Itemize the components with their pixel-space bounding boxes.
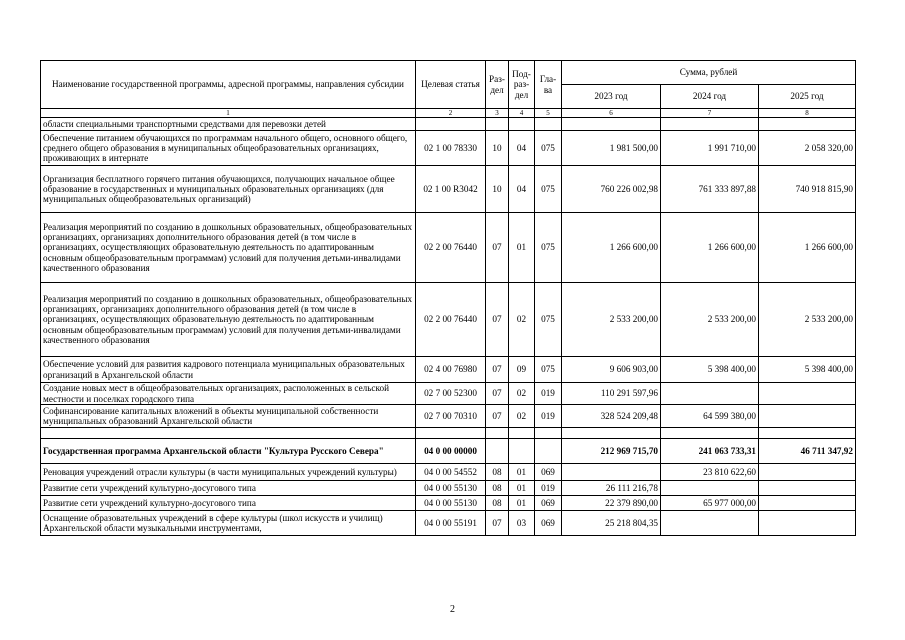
column-number: 3 — [486, 109, 509, 118]
row-section — [486, 439, 509, 464]
row-sum-2024: 64 599 380,00 — [661, 405, 759, 428]
row-sum-2023: 9 606 903,00 — [562, 357, 661, 383]
row-name: Софинансирование капитальных вложений в объекты муниципальной собственности муниципальных образований Архангельской области — [41, 405, 416, 428]
row-sum-2024: 65 977 000,00 — [661, 496, 759, 511]
row-sum-2025: 5 398 400,00 — [759, 357, 856, 383]
column-number: 8 — [759, 109, 856, 118]
row-target: 02 7 00 70310 — [416, 405, 486, 428]
table-row — [41, 131, 856, 166]
table-row — [41, 283, 856, 357]
row-sum-2025 — [759, 464, 856, 481]
header-year-2025: 2025 год — [759, 85, 856, 109]
row-sum-2024: 23 810 622,60 — [661, 464, 759, 481]
row-subsection — [509, 118, 535, 131]
row-section: 07 — [486, 357, 509, 383]
row-target: 02 7 00 52300 — [416, 383, 486, 405]
row-subsection: 02 — [509, 283, 535, 357]
row-sum-2023: 26 111 216,78 — [562, 481, 661, 496]
row-target — [416, 428, 486, 439]
row-chapter: 075 — [535, 357, 562, 383]
column-number: 4 — [509, 109, 535, 118]
row-target: 04 0 00 55130 — [416, 496, 486, 511]
row-subsection: 04 — [509, 166, 535, 213]
row-sum-2025 — [759, 481, 856, 496]
row-sum-2023: 1 266 600,00 — [562, 213, 661, 283]
row-chapter: 075 — [535, 166, 562, 213]
table-row — [41, 464, 856, 481]
row-sum-2024: 241 063 733,31 — [661, 439, 759, 464]
row-name: Государственная программа Архангельской области "Культура Русского Севера" — [41, 439, 416, 464]
row-sum-2024 — [661, 511, 759, 536]
row-section: 08 — [486, 481, 509, 496]
row-sum-2025: 1 266 600,00 — [759, 213, 856, 283]
row-section: 07 — [486, 213, 509, 283]
row-subsection: 01 — [509, 496, 535, 511]
row-target: 02 1 00 78330 — [416, 131, 486, 166]
table-row — [41, 511, 856, 536]
row-subsection: 02 — [509, 383, 535, 405]
row-target: 04 0 00 54552 — [416, 464, 486, 481]
row-sum-2023: 25 218 804,35 — [562, 511, 661, 536]
row-name: Развитие сети учреждений культурно-досугового типа — [41, 496, 416, 511]
header-row — [41, 61, 856, 85]
row-sum-2025 — [759, 118, 856, 131]
row-sum-2024: 761 333 897,88 — [661, 166, 759, 213]
row-subsection: 09 — [509, 357, 535, 383]
row-chapter: 075 — [535, 131, 562, 166]
row-chapter — [535, 439, 562, 464]
column-number-row — [41, 109, 856, 118]
row-section: 08 — [486, 496, 509, 511]
row-sum-2023: 110 291 597,96 — [562, 383, 661, 405]
row-section: 10 — [486, 166, 509, 213]
row-sum-2023: 212 969 715,70 — [562, 439, 661, 464]
row-chapter: 075 — [535, 283, 562, 357]
row-chapter: 069 — [535, 496, 562, 511]
header-chapter: Гла-ва — [535, 61, 562, 109]
row-name: Реновация учреждений отрасли культуры (в части муниципальных учреждений культуры) — [41, 464, 416, 481]
budget-table — [40, 60, 856, 536]
row-section — [486, 428, 509, 439]
row-sum-2025 — [759, 511, 856, 536]
row-name: Обеспечение питанием обучающихся по программам начального общего, основного общего, среднего общего образования в муниципальных общеобразовательных организациях, проживающих в интернате — [41, 131, 416, 166]
row-sum-2025 — [759, 496, 856, 511]
table-row — [41, 496, 856, 511]
row-subsection — [509, 439, 535, 464]
row-sum-2023: 22 379 890,00 — [562, 496, 661, 511]
row-sum-2024: 1 991 710,00 — [661, 131, 759, 166]
table-row — [41, 118, 856, 131]
row-section: 10 — [486, 131, 509, 166]
row-sum-2025: 46 711 347,92 — [759, 439, 856, 464]
row-name: Реализация мероприятий по созданию в дошкольных образовательных, общеобразовательных организациях, организациях дополнительного образования детей (в том числе в организациях, осуществляющих образовательную деятельность по адаптированным основным общеобразовательным программам) условий для получения детьми-инвалидами качественного образования — [41, 213, 416, 283]
row-target — [416, 118, 486, 131]
row-target: 04 0 00 55191 — [416, 511, 486, 536]
row-name: Создание новых мест в общеобразовательных организациях, расположенных в сельской местности и поселках городского типа — [41, 383, 416, 405]
column-number: 1 — [41, 109, 416, 118]
header-section: Раз-дел — [486, 61, 509, 109]
row-sum-2025 — [759, 428, 856, 439]
row-name: Обеспечение условий для развития кадрового потенциала муниципальных образовательных организаций в Архангельской области — [41, 357, 416, 383]
row-target: 02 2 00 76440 — [416, 213, 486, 283]
row-chapter: 069 — [535, 464, 562, 481]
row-target: 02 2 00 76440 — [416, 283, 486, 357]
row-chapter — [535, 428, 562, 439]
row-sum-2024 — [661, 428, 759, 439]
row-section: 07 — [486, 383, 509, 405]
row-sum-2023 — [562, 118, 661, 131]
row-subsection: 01 — [509, 213, 535, 283]
header-sum: Сумма, рублей — [562, 61, 856, 85]
row-sum-2023 — [562, 464, 661, 481]
table-row — [41, 166, 856, 213]
row-section — [486, 118, 509, 131]
column-number: 2 — [416, 109, 486, 118]
row-sum-2025: 740 918 815,90 — [759, 166, 856, 213]
row-sum-2023: 328 524 209,48 — [562, 405, 661, 428]
row-sum-2024: 1 266 600,00 — [661, 213, 759, 283]
row-sum-2025: 2 058 320,00 — [759, 131, 856, 166]
row-subsection: 02 — [509, 405, 535, 428]
row-sum-2025 — [759, 405, 856, 428]
row-sum-2024: 2 533 200,00 — [661, 283, 759, 357]
header-year-2024: 2024 год — [661, 85, 759, 109]
column-number: 7 — [661, 109, 759, 118]
row-chapter: 069 — [535, 511, 562, 536]
row-sum-2024 — [661, 481, 759, 496]
page-number: 2 — [450, 604, 455, 615]
header-name: Наименование государственной программы, адресной программы, направления субсидии — [41, 61, 416, 109]
row-chapter: 075 — [535, 213, 562, 283]
row-subsection: 04 — [509, 131, 535, 166]
table-row — [41, 405, 856, 428]
row-chapter: 019 — [535, 481, 562, 496]
row-name: Организация бесплатного горячего питания обучающихся, получающих начальное общее образование в государственных и муниципальных образовательных организациях (для муниципальных общеобразовательных организаций) — [41, 166, 416, 213]
column-number: 5 — [535, 109, 562, 118]
row-section: 08 — [486, 464, 509, 481]
header-year-2023: 2023 год — [562, 85, 661, 109]
row-target: 02 1 00 R3042 — [416, 166, 486, 213]
row-name: Развитие сети учреждений культурно-досугового типа — [41, 481, 416, 496]
table-row — [41, 213, 856, 283]
row-sum-2023 — [562, 428, 661, 439]
row-target: 02 4 00 76980 — [416, 357, 486, 383]
program-total-row — [41, 439, 856, 464]
row-sum-2024 — [661, 118, 759, 131]
row-target: 04 0 00 00000 — [416, 439, 486, 464]
row-subsection: 01 — [509, 481, 535, 496]
row-section: 07 — [486, 283, 509, 357]
table-row — [41, 357, 856, 383]
column-number: 6 — [562, 109, 661, 118]
header-target: Целевая статья — [416, 61, 486, 109]
row-name: области специальными транспортными средствами для перевозки детей — [41, 118, 416, 131]
row-name: Реализация мероприятий по созданию в дошкольных образовательных, общеобразовательных организациях, организациях дополнительного образования детей (в том числе в организациях, осуществляющих образовательную деятельность по адаптированным основным общеобразовательным программам) условий для получения детьми-инвалидами качественного образования — [41, 283, 416, 357]
row-sum-2024 — [661, 383, 759, 405]
row-section: 07 — [486, 405, 509, 428]
table-row — [41, 481, 856, 496]
row-target: 04 0 00 55130 — [416, 481, 486, 496]
row-chapter: 019 — [535, 405, 562, 428]
row-sum-2024: 5 398 400,00 — [661, 357, 759, 383]
row-subsection: 03 — [509, 511, 535, 536]
row-sum-2023: 2 533 200,00 — [562, 283, 661, 357]
row-section: 07 — [486, 511, 509, 536]
row-sum-2025 — [759, 383, 856, 405]
row-sum-2023: 760 226 002,98 — [562, 166, 661, 213]
table-row — [41, 383, 856, 405]
row-name — [41, 428, 416, 439]
row-chapter: 019 — [535, 383, 562, 405]
row-name: Оснащение образовательных учреждений в сфере культуры (школ искусств и училищ) Архангельской области музыкальными инструментами, — [41, 511, 416, 536]
row-chapter — [535, 118, 562, 131]
row-sum-2025: 2 533 200,00 — [759, 283, 856, 357]
row-subsection — [509, 428, 535, 439]
row-subsection: 01 — [509, 464, 535, 481]
row-sum-2023: 1 981 500,00 — [562, 131, 661, 166]
header-subsection: Под-раз-дел — [509, 61, 535, 109]
table-row — [41, 428, 856, 439]
